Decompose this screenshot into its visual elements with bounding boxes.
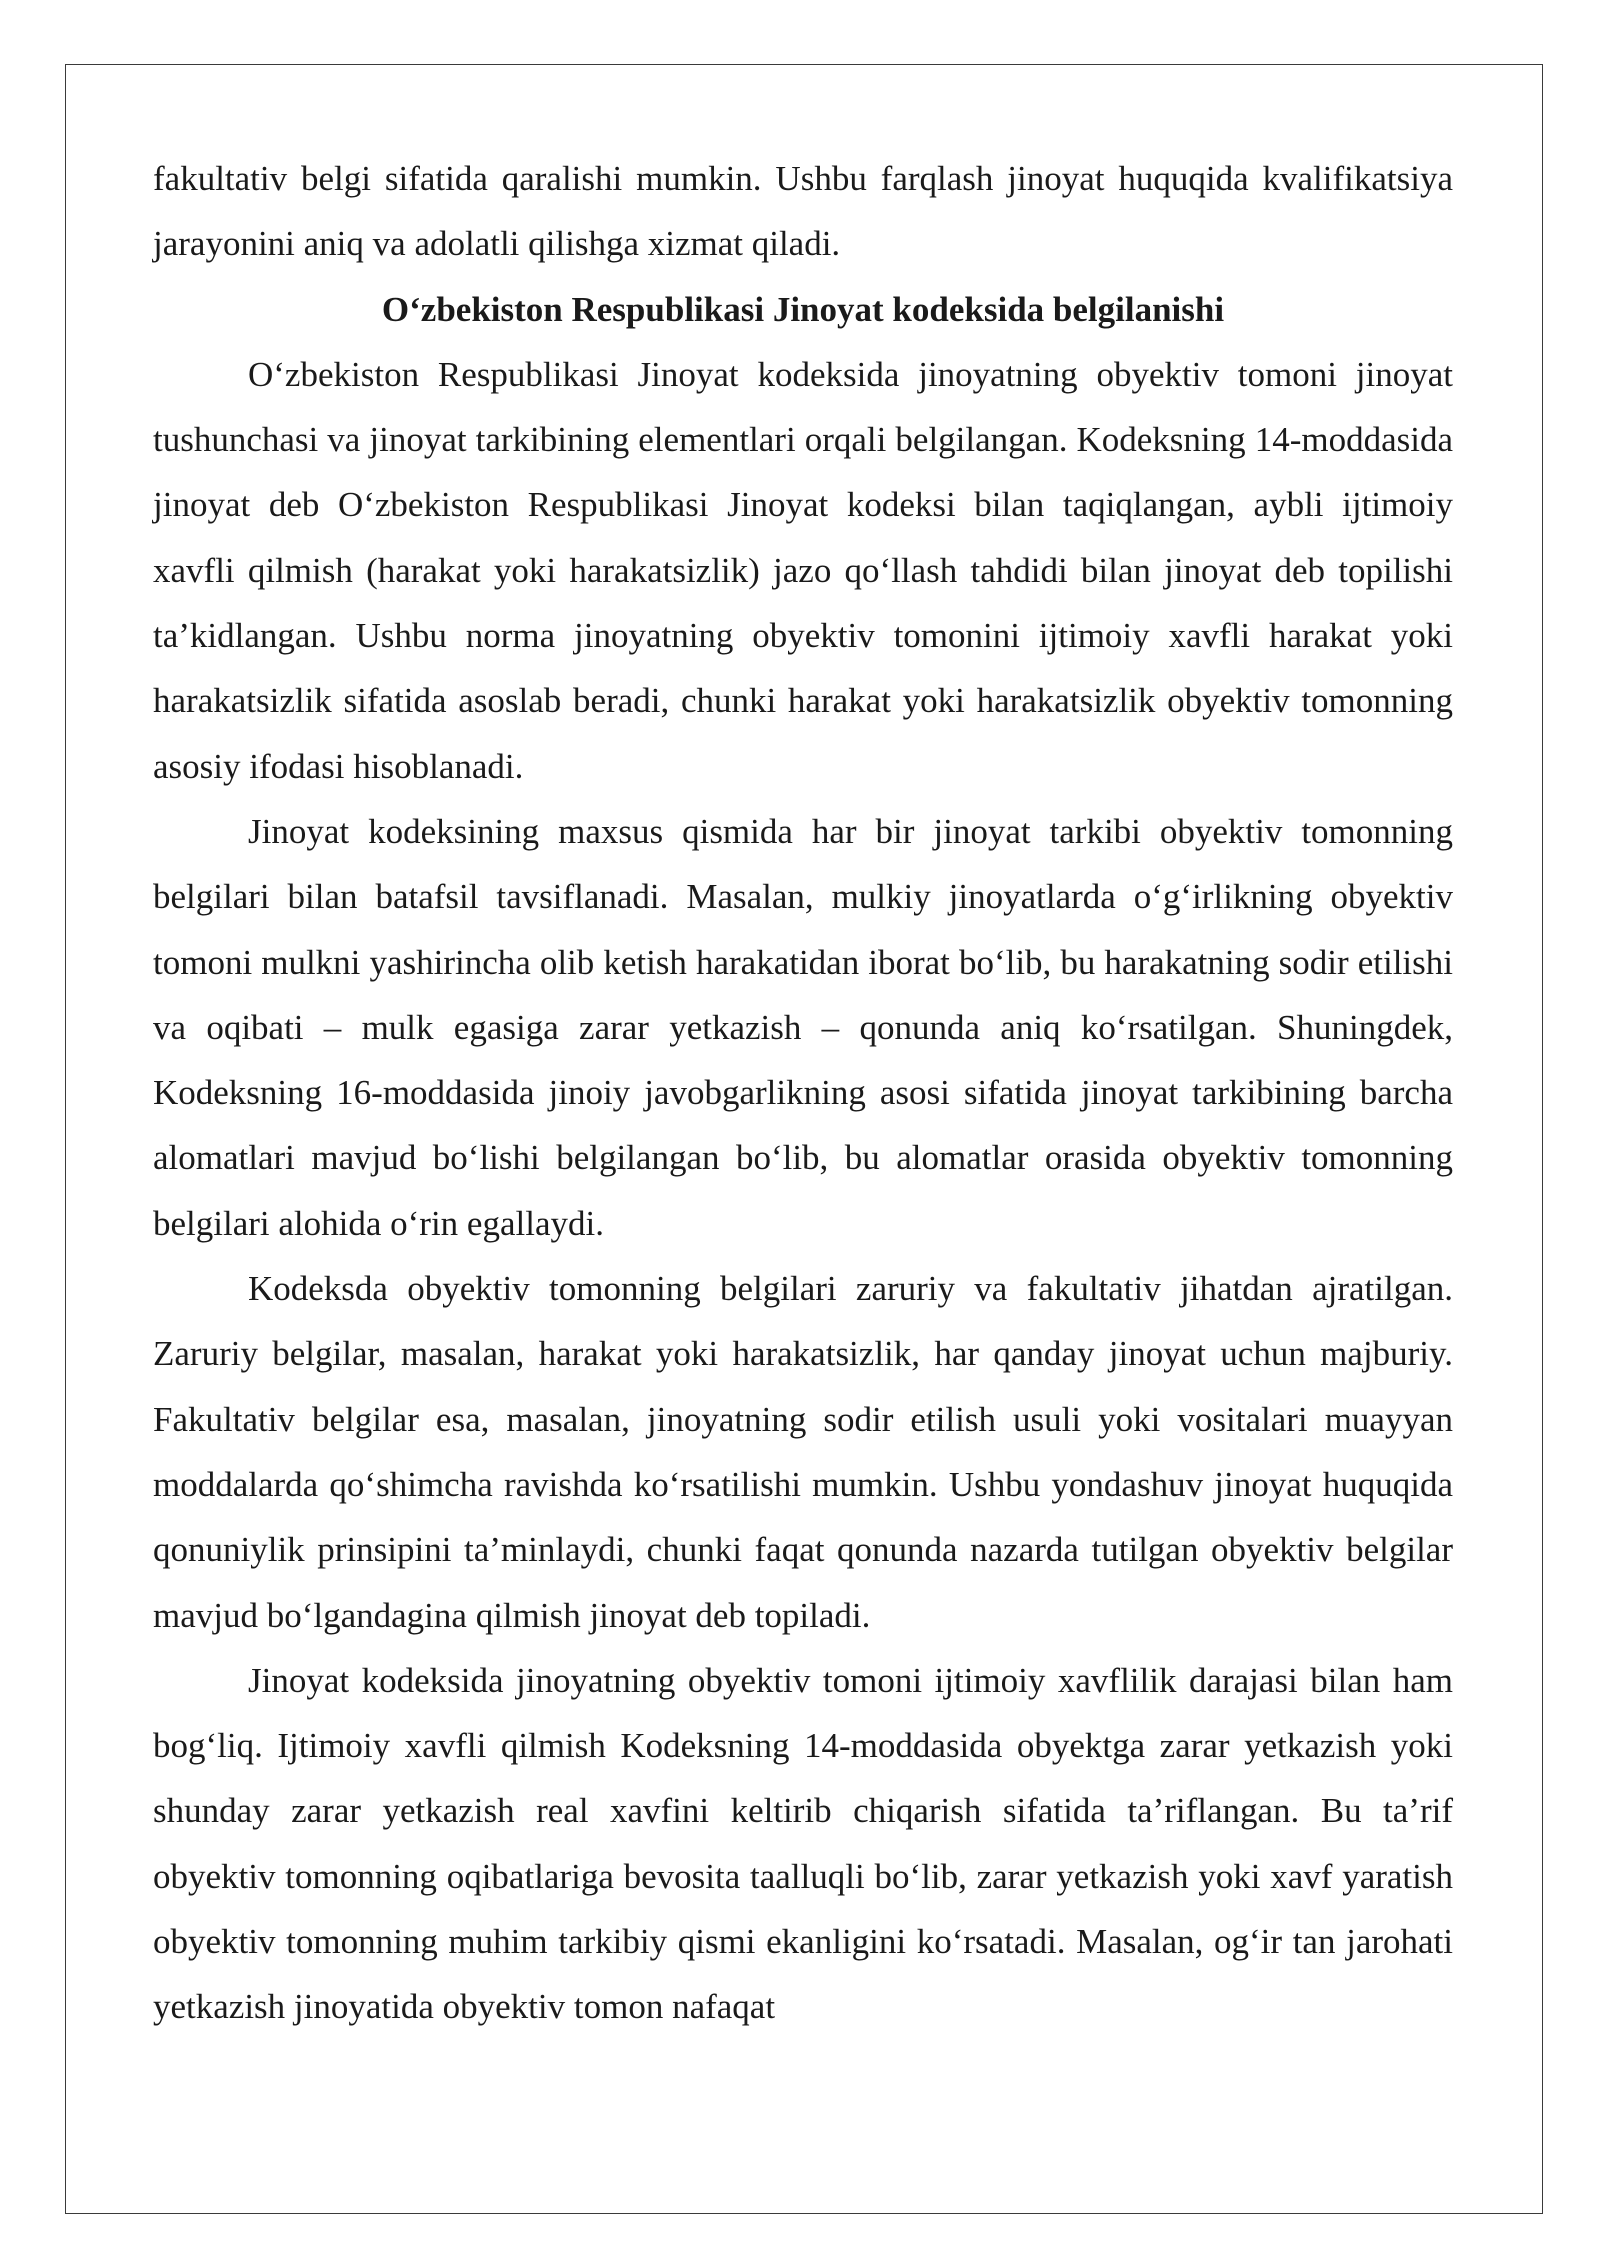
paragraph-3: Kodeksda obyektiv tomonning belgilari zaruriy va fakultativ jihatdan ajratilgan. Zaruriy belgilar, masalan, harakat yoki harakatsizlik, har qanday jinoyat uchun majburiy. Fakultativ belgilar esa, masalan, jinoyatning sodir etilish usuli yoki vositalari muayyan moddalarda qo‘shimcha ravishda ko‘rsatilishi mumkin. Ushbu yondashuv jinoyat huquqida qonuniylik prinsipini ta’minlaydi, chunki faqat qonunda nazarda tutilgan obyektiv belgilar mavjud bo‘lgandagina qilmish jinoyat deb topiladi. <box>153 1269 1453 1635</box>
paragraph-4: Jinoyat kodeksida jinoyatning obyektiv tomoni ijtimoiy xavflilik darajasi bilan ham bog‘liq. Ijtimoiy xavfli qilmish Kodeksning 14-moddasida obyektga zarar yetkazish yoki shunday zarar yetkazish real xavfini keltirib chiqarish sifatida ta’riflangan. Bu ta’rif obyektiv tomonning oqibatlariga bevosita taalluqli bo‘lib, zarar yetkazish yoki xavf yaratish obyektiv tomonning muhim tarkibiy qismi ekanligini ko‘rsatadi. Masalan, og‘ir tan jarohati yetkazish jinoyatida obyektiv tomon nafaqat <box>153 1660 1453 2027</box>
paragraph-2: Jinoyat kodeksining maxsus qismida har bir jinoyat tarkibi obyektiv tomonning belgilari bilan batafsil tavsiflanadi. Masalan, mulkiy jinoyatlarda o‘g‘irlikning obyektiv tomoni mulkni yashirincha olib ketish harakatidan iborat bo‘lib, bu harakatning sodir etilishi va oqibati – mulk egasiga zarar yetkazish – qonunda aniq ko‘rsatilgan. Shuningdek, Kodeksning 16-moddasida jinoiy javobgarlikning asosi sifatida jinoyat tarkibining barcha alomatlari mavjud bo‘lishi belgilangan bo‘lib, bu alomatlar orasida obyektiv tomonning belgilari alohida o‘rin egallaydi. <box>153 811 1453 1243</box>
document-body <box>153 146 1453 2040</box>
section-heading: O‘zbekiston Respublikasi Jinoyat kodeksida belgilanishi <box>381 289 1225 329</box>
paragraph-1: O‘zbekiston Respublikasi Jinoyat kodeksida jinoyatning obyektiv tomoni jinoyat tushunchasi va jinoyat tarkibining elementlari orqali belgilangan. Kodeksning 14-moddasida jinoyat deb O‘zbekiston Respublikasi Jinoyat kodeksi bilan taqiqlangan, aybli ijtimoiy xavfli qilmish (harakat yoki harakatsizlik) jazo qo‘llash tahdidi bilan jinoyat deb topilishi ta’kidlangan. Ushbu norma jinoyatning obyektiv tomonini ijtimoiy xavfli harakat yoki harakatsizlik sifatida asoslab beradi, chunki harakat yoki harakatsizlik obyektiv tomonning asosiy ifodasi hisoblanadi. <box>153 354 1453 786</box>
paragraph-continuation: fakultativ belgi sifatida qaralishi mumkin. Ushbu farqlash jinoyat huquqida kvalifikatsiya jarayonini aniq va adolatli qilishga xizmat qiladi. <box>153 159 1453 264</box>
